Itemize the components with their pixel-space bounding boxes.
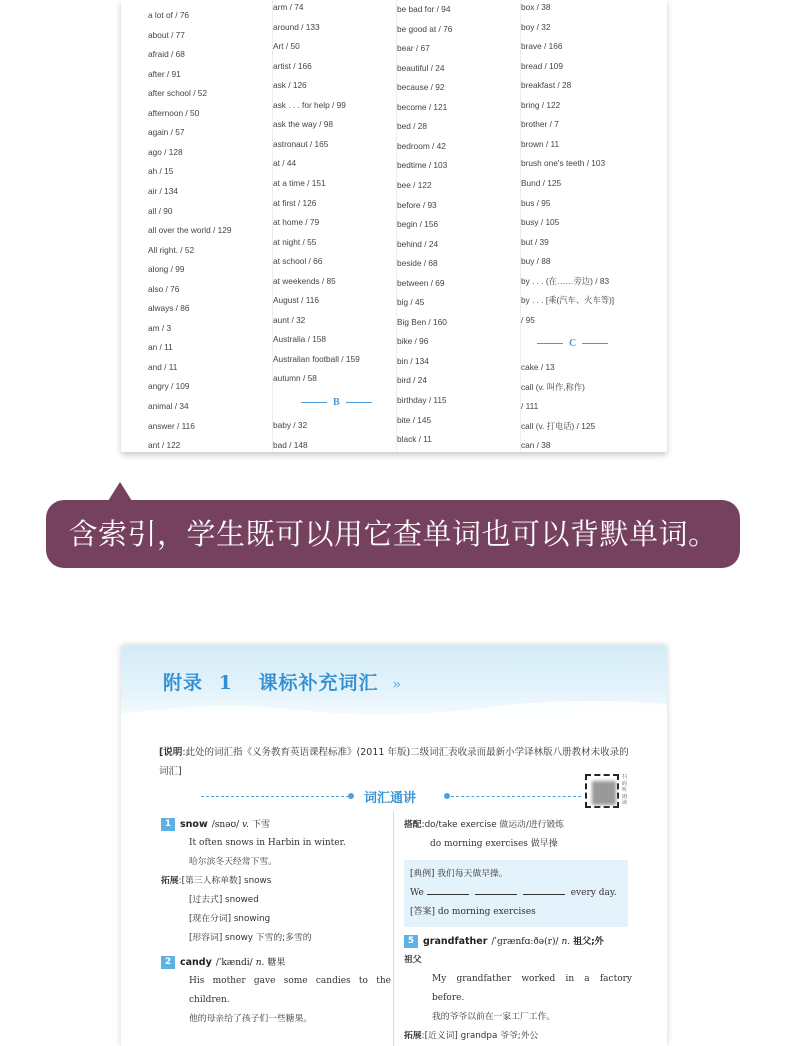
- index-entry: am / 3: [148, 322, 172, 333]
- index-entry: before / 93: [397, 199, 437, 210]
- example-box: [404, 860, 628, 927]
- index-entry: bed / 28: [397, 121, 427, 132]
- index-entry: boy / 32: [521, 21, 551, 32]
- index-entry: by . . . [乘(汽车、火车等)]: [521, 295, 615, 306]
- qr-label: 扫码听朗读: [622, 774, 628, 806]
- entry-pos: n.: [561, 937, 571, 947]
- index-entry: ago / 128: [148, 146, 183, 157]
- appendix-title: [163, 668, 402, 695]
- example-en-cont: children.: [189, 995, 230, 1005]
- index-entry: afternoon / 50: [148, 107, 200, 118]
- index-entry: Bund / 125: [521, 177, 562, 188]
- entry-phonetic: /ˈkændi/: [215, 958, 253, 968]
- index-entry: / 111: [521, 401, 539, 412]
- index-entry: call (v. 叫作,称作): [521, 381, 585, 392]
- extension-line: [现在分词] snowing: [189, 914, 271, 924]
- vocab-section-label: 词汇通讲: [364, 791, 417, 806]
- index-entry: at school / 66: [273, 256, 323, 267]
- example-en: His mother gave some candies to the: [189, 976, 391, 986]
- index-entry: all over the world / 129: [148, 225, 232, 236]
- index-entry: bin / 134: [397, 355, 429, 366]
- index-entry: at / 44: [273, 158, 297, 169]
- entry-phonetic: /ˈɡrænfɑːðə(r)/: [491, 937, 559, 947]
- index-entry: birthday / 115: [397, 395, 447, 405]
- collocation-line: 搭配:do/take exercise 做运动/进行锻炼: [404, 820, 564, 830]
- index-entry: aunt / 32: [273, 314, 306, 325]
- index-entry: and / 11: [148, 361, 178, 372]
- index-entry: bad / 148: [273, 439, 308, 450]
- caption-text: 含索引，学生既可以用它查单词也可以背默单词。: [68, 517, 718, 551]
- entry-meaning: 祖父;外: [573, 937, 604, 947]
- index-entry: artist / 166: [273, 60, 312, 71]
- column-divider: [393, 811, 394, 1046]
- index-entry: box / 38: [521, 2, 551, 12]
- index-entry: bread / 109: [521, 60, 563, 71]
- index-entry: afraid / 68: [148, 49, 185, 60]
- index-entry: bike / 96: [397, 336, 429, 347]
- vocab-left-column: [161, 816, 391, 1029]
- index-entry: brave / 166: [521, 41, 563, 52]
- index-entry: busy / 105: [521, 217, 560, 228]
- entry-word: grandfather: [423, 936, 488, 947]
- entry-number: 5: [404, 935, 418, 948]
- index-entry: cake / 13: [521, 362, 555, 372]
- vocab-entry-snow: [161, 816, 391, 834]
- index-entry: bus / 95: [521, 197, 551, 208]
- index-entry: after / 91: [148, 68, 181, 79]
- index-entry: at night / 55: [273, 236, 317, 247]
- index-entry: black / 11: [397, 434, 432, 445]
- index-entry: at a time / 151: [273, 177, 326, 188]
- index-entry: beside / 68: [397, 258, 438, 269]
- index-column-b2: [520, 0, 667, 452]
- index-entry: ask the way / 98: [273, 119, 333, 130]
- index-entry: answer / 116: [148, 420, 195, 431]
- extension-line: [过去式] snowed: [189, 895, 259, 905]
- index-column-a2: [272, 0, 393, 452]
- answer-blank[interactable]: [475, 884, 517, 895]
- note-text: :此处的词汇指《义务教育英语课程标准》(2011 年版)二级词汇表收录而最新小学译林版八册教材未收录的词汇]: [159, 747, 629, 777]
- entry-meaning: 糖果: [267, 958, 286, 968]
- collocation-line: do morning exercises 做早操: [430, 839, 558, 849]
- qr-code[interactable]: [585, 774, 629, 808]
- index-entry: also / 76: [148, 283, 180, 294]
- index-entry: by . . . (在……旁边) / 83: [521, 275, 610, 286]
- entry-phonetic: /snəʊ/: [211, 820, 240, 830]
- index-entry: be bad for / 94: [397, 4, 451, 14]
- index-entry: breakfast / 28: [521, 80, 572, 91]
- index-entry: because / 92: [397, 82, 445, 93]
- index-page: [121, 0, 667, 452]
- entry-pos: v.: [242, 820, 250, 830]
- index-entry: a lot of / 76: [148, 10, 190, 20]
- index-entry: Art / 50: [273, 41, 300, 52]
- example-prompt: [典例] 我们每天做早操。: [410, 869, 508, 879]
- index-entry: Australian football / 159: [273, 353, 360, 364]
- answer-line: [答案] do morning exercises: [410, 907, 536, 917]
- index-entry: all / 90: [148, 205, 173, 216]
- index-entry: astronaut / 165: [273, 138, 329, 149]
- index-entry: August / 116: [273, 295, 319, 306]
- extension-line: 拓展:[近义词] grandpa 爷爷;外公: [404, 1031, 539, 1041]
- appendix-header: [121, 646, 667, 728]
- index-entry: brush one's teeth / 103: [521, 158, 606, 169]
- index-entry: angry / 109: [148, 381, 190, 392]
- appendix-title-number: 1: [218, 672, 233, 694]
- index-column-b: [396, 0, 517, 452]
- index-entry: / 95: [521, 314, 535, 325]
- qr-frame: [585, 774, 619, 808]
- index-entry: an / 11: [148, 342, 173, 353]
- entry-meaning: 下雪: [252, 820, 271, 830]
- index-entry: arm / 74: [273, 2, 304, 12]
- index-column-a: [148, 0, 288, 452]
- index-entry: brother / 7: [521, 119, 559, 130]
- example-cn: 哈尔滨冬天经常下雪。: [189, 857, 277, 867]
- index-entry: beautiful / 24: [397, 62, 445, 73]
- index-entry: ant / 122: [148, 440, 181, 451]
- extension-line: 拓展:[第三人称单数] snows: [161, 876, 272, 886]
- index-entry: bite / 145: [397, 414, 432, 425]
- appendix-title-prefix: 附录: [163, 672, 204, 694]
- index-entry: baby / 32: [273, 420, 308, 430]
- vocab-right-column: [404, 816, 632, 1046]
- bubble-tail: [108, 482, 132, 501]
- extension-line: [形容词] snowy 下雪的;多雪的: [189, 933, 312, 943]
- index-entry: All right. / 52: [148, 244, 195, 255]
- index-entry: bird / 24: [397, 375, 427, 386]
- appendix-page: [121, 646, 667, 1046]
- index-entry: bear / 67: [397, 43, 430, 54]
- index-entry: bee / 122: [397, 179, 432, 190]
- vocab-entry-grandfather: [404, 933, 632, 951]
- entry-number: 2: [161, 956, 175, 969]
- index-entry: big / 45: [397, 297, 425, 308]
- entry-word: snow: [180, 819, 208, 830]
- entry-pos: n.: [255, 958, 265, 968]
- index-entry: bring / 122: [521, 99, 561, 110]
- index-entry: ask . . . for help / 99: [273, 99, 346, 110]
- appendix-note: [159, 743, 633, 781]
- index-entry: begin / 156: [397, 219, 439, 230]
- section-letter-b: B: [295, 397, 378, 408]
- index-entry: again / 57: [148, 127, 185, 138]
- caption-bubble: [46, 500, 740, 568]
- answer-blank[interactable]: [523, 884, 565, 895]
- index-entry: bedtime / 103: [397, 160, 448, 171]
- index-entry: Australia / 158: [273, 334, 327, 345]
- example-en: It often snows in Harbin in winter.: [189, 838, 346, 848]
- index-entry: brown / 11: [521, 138, 560, 149]
- index-entry: buy / 88: [521, 256, 551, 267]
- index-entry: air / 134: [148, 185, 178, 196]
- chevron-right-icon: »: [392, 675, 403, 693]
- index-entry: at weekends / 85: [273, 275, 336, 286]
- example-cn: 我的爷爷以前在一家工厂工作。: [432, 1012, 556, 1022]
- index-entry: after school / 52: [148, 88, 208, 99]
- entry-number: 1: [161, 818, 175, 831]
- example-en-cont: before.: [432, 993, 465, 1003]
- index-entry: ask / 126: [273, 80, 307, 91]
- example-en: My grandfather worked in a factory: [432, 974, 632, 984]
- index-entry: between / 69: [397, 277, 445, 288]
- vocab-section-header: [201, 787, 581, 807]
- index-entry: about / 77: [148, 29, 185, 40]
- example-cn: 他的母亲给了孩子们一些糖果。: [189, 1014, 313, 1024]
- index-entry: Big Ben / 160: [397, 316, 447, 327]
- index-entry: around / 133: [273, 21, 320, 32]
- index-entry: can / 38: [521, 440, 551, 451]
- note-label: [说明: [159, 747, 183, 758]
- index-entry: ah / 15: [148, 166, 174, 177]
- appendix-title-name: 课标补充词汇: [258, 672, 379, 694]
- entry-word: candy: [180, 957, 212, 968]
- section-letter-c: C: [531, 338, 614, 349]
- index-entry: behind / 24: [397, 238, 439, 249]
- answer-blank[interactable]: [427, 884, 469, 895]
- index-entry: call (v. 打电话) / 125: [521, 420, 596, 431]
- entry-meaning-cont: 祖父: [404, 955, 422, 965]
- index-entry: at home / 79: [273, 217, 320, 228]
- index-entry: but / 39: [521, 236, 549, 247]
- index-entry: be good at / 76: [397, 23, 453, 34]
- index-entry: always / 86: [148, 303, 190, 314]
- index-entry: at first / 126: [273, 197, 317, 208]
- index-entry: along / 99: [148, 264, 185, 275]
- index-entry: bedroom / 42: [397, 140, 446, 151]
- index-entry: become / 121: [397, 101, 448, 112]
- vocab-entry-candy: [161, 954, 391, 972]
- index-entry: autumn / 58: [273, 373, 317, 384]
- fill-blank-line: We every day.: [410, 884, 622, 903]
- index-entry: animal / 34: [148, 401, 189, 411]
